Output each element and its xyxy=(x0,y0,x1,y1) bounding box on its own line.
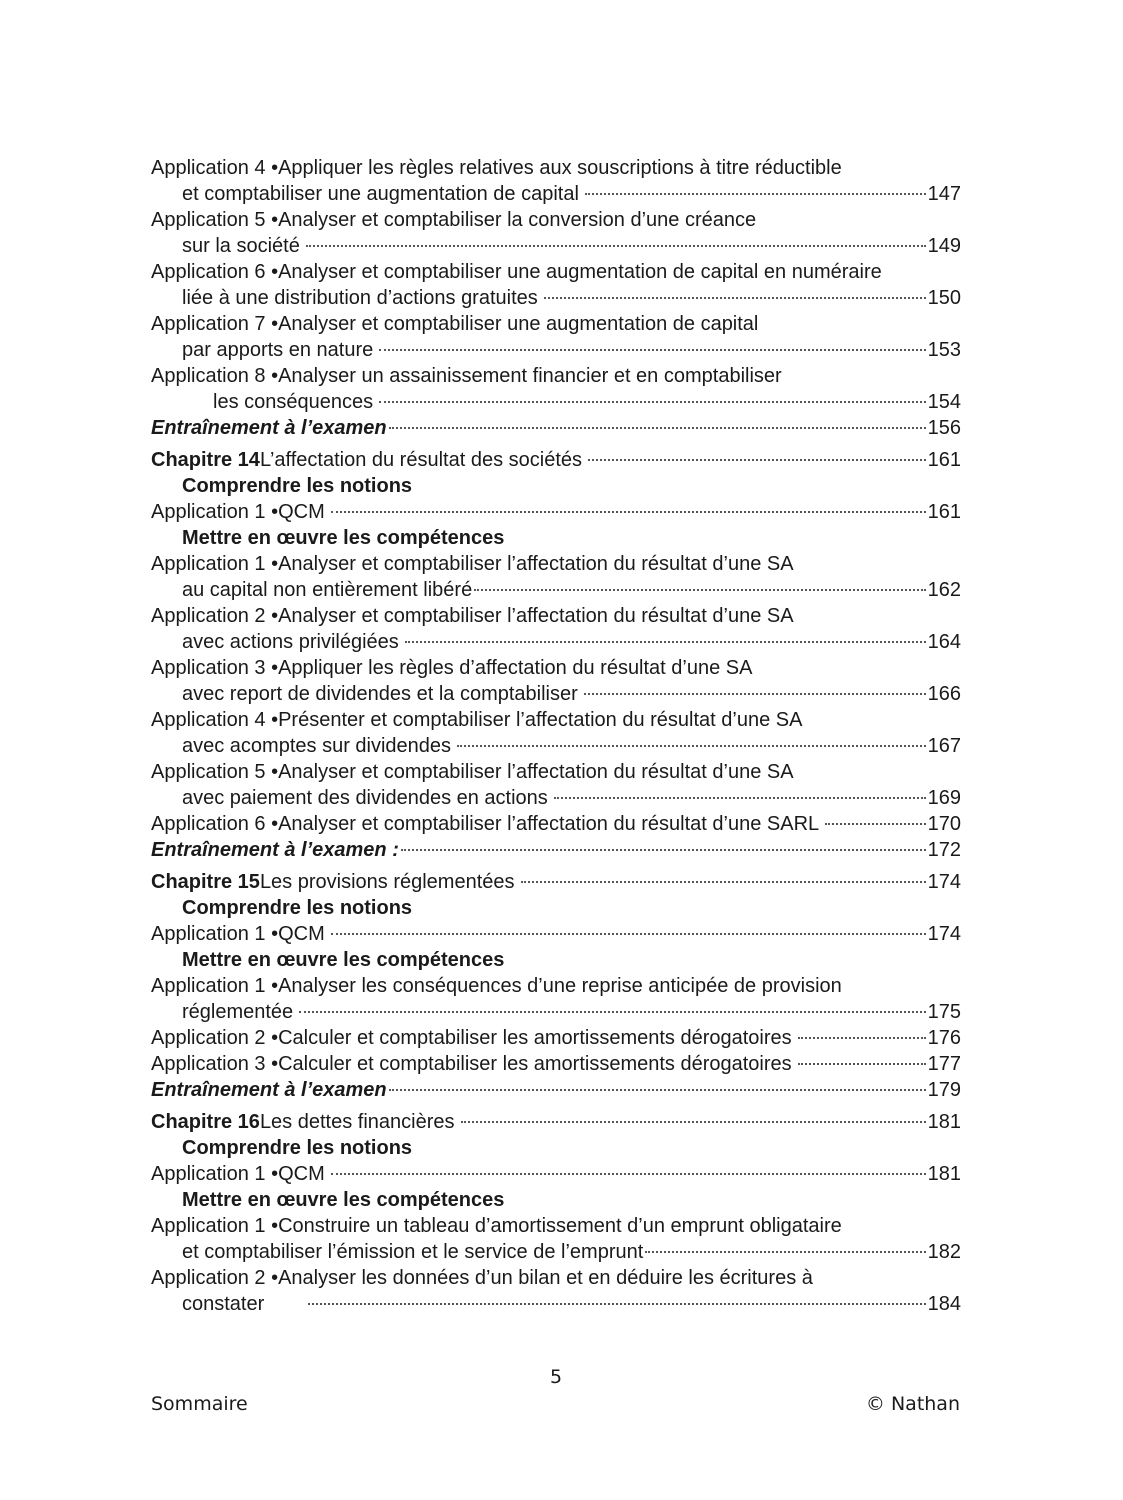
toc-entry[interactable] xyxy=(151,363,961,415)
dot-leader xyxy=(457,745,926,747)
toc-entry[interactable] xyxy=(151,1213,961,1265)
entry-title: QCM xyxy=(278,1163,325,1185)
page-ref: 176 xyxy=(927,1027,961,1049)
page-ref: 149 xyxy=(927,235,961,257)
page-ref: 169 xyxy=(927,787,961,809)
entry-continuation: constater xyxy=(182,1293,265,1315)
toc-entry[interactable] xyxy=(151,1161,961,1187)
entry-title: Calculer et comptabiliser les amortissements dérogatoires xyxy=(278,1053,792,1075)
chapter-title: L’affectation du résultat des sociétés xyxy=(259,449,582,471)
toc-entry[interactable] xyxy=(151,551,961,603)
toc-entry[interactable] xyxy=(151,921,961,947)
section-heading: Comprendre les notions xyxy=(182,1137,413,1159)
dot-leader xyxy=(585,193,926,195)
chapter-title: Les dettes financières xyxy=(259,1111,455,1133)
dot-leader xyxy=(389,1089,926,1091)
dot-leader xyxy=(521,881,926,883)
footer-copyright: © Nathan xyxy=(865,1393,960,1415)
toc-entry[interactable] xyxy=(151,155,961,207)
page-ref: 161 xyxy=(927,449,961,471)
dot-leader xyxy=(389,427,926,429)
page-ref: 156 xyxy=(927,417,961,439)
entry-lead: Application 5 • xyxy=(151,209,279,231)
entry-lead: Application 2 • xyxy=(151,1267,279,1289)
toc-entry[interactable] xyxy=(151,973,961,1025)
page-ref: 150 xyxy=(927,287,961,309)
toc-entry-exam[interactable] xyxy=(151,1077,961,1103)
entry-continuation: sur la société xyxy=(182,235,300,257)
entry-lead: Application 6 • xyxy=(151,813,279,835)
section-heading: Comprendre les notions xyxy=(182,475,413,497)
toc-entry[interactable] xyxy=(151,603,961,655)
page-ref: 164 xyxy=(927,631,961,653)
entry-lead: Application 5 • xyxy=(151,761,279,783)
chapter-label: Chapitre 16 xyxy=(151,1111,260,1133)
page-ref: 179 xyxy=(927,1079,961,1101)
entry-lead: Application 8 • xyxy=(151,365,279,387)
dot-leader xyxy=(379,401,926,403)
page-ref: 182 xyxy=(927,1241,961,1263)
dot-leader xyxy=(798,1037,926,1039)
entry-lead: Application 2 • xyxy=(151,1027,279,1049)
entry-continuation: avec acomptes sur dividendes xyxy=(182,735,452,757)
dot-leader xyxy=(331,1173,926,1175)
section-heading: Mettre en œuvre les compétences xyxy=(182,1189,505,1211)
dot-leader xyxy=(379,349,925,351)
page-ref: 170 xyxy=(927,813,961,835)
entry-lead: Application 7 • xyxy=(151,313,279,335)
page-ref: 166 xyxy=(927,683,961,705)
entry-title: Analyser et comptabiliser l’affectation du résultat d’une SA xyxy=(278,761,794,783)
entry-title: Analyser un assainissement financier et en comptabiliser xyxy=(278,365,782,387)
dot-leader xyxy=(588,459,926,461)
page-ref: 161 xyxy=(927,501,961,523)
entry-title: Analyser et comptabiliser l’affectation du résultat d’une SA xyxy=(278,605,794,627)
entry-title: Analyser les conséquences d’une reprise anticipée de provision xyxy=(278,975,842,997)
page-number: 5 xyxy=(549,1366,563,1388)
page-ref: 153 xyxy=(927,339,961,361)
dot-leader xyxy=(331,511,926,513)
toc-entry[interactable] xyxy=(151,707,961,759)
page-ref: 181 xyxy=(927,1163,961,1185)
entry-continuation: avec paiement des dividendes en actions xyxy=(182,787,548,809)
page-ref: 175 xyxy=(927,1001,961,1023)
entry-continuation: avec report de dividendes et la comptabiliser xyxy=(182,683,578,705)
entry-lead: Application 6 • xyxy=(151,261,279,283)
dot-leader xyxy=(584,693,926,695)
chapter-title: Les provisions réglementées xyxy=(259,871,515,893)
chapter-heading[interactable] xyxy=(151,447,961,473)
page-ref: 162 xyxy=(927,579,961,601)
toc-entry-exam[interactable] xyxy=(151,415,961,441)
chapter-label: Chapitre 15 xyxy=(151,871,260,893)
entry-lead: Application 1 • xyxy=(151,553,279,575)
entry-title: Analyser et comptabiliser la conversion d’une créance xyxy=(278,209,757,231)
toc-entry[interactable] xyxy=(151,1265,961,1317)
entry-continuation: et comptabiliser une augmentation de capital xyxy=(182,183,579,205)
entry-label: Entraînement à l’examen xyxy=(151,417,387,439)
toc-entry[interactable] xyxy=(151,259,961,311)
page-ref: 167 xyxy=(927,735,961,757)
dot-leader xyxy=(299,1011,925,1013)
entry-label: Entraînement à l’examen : xyxy=(151,839,399,861)
entry-title: Appliquer les règles d’affectation du résultat d’une SA xyxy=(278,657,753,679)
entry-lead: Application 3 • xyxy=(151,1053,279,1075)
page-ref: 181 xyxy=(927,1111,961,1133)
section-heading: Mettre en œuvre les compétences xyxy=(182,949,505,971)
entry-lead: Application 3 • xyxy=(151,657,279,679)
page-ref: 174 xyxy=(927,923,961,945)
entry-title: Analyser et comptabiliser l’affectation du résultat d’une SA xyxy=(278,553,794,575)
dot-leader xyxy=(474,589,925,591)
toc-entry[interactable] xyxy=(151,1051,961,1077)
entry-title: Calculer et comptabiliser les amortissements dérogatoires xyxy=(278,1027,792,1049)
toc-entry[interactable] xyxy=(151,311,961,363)
entry-continuation: au capital non entièrement libéré xyxy=(182,579,473,601)
section-heading: Mettre en œuvre les compétences xyxy=(182,527,505,549)
footer-section-label: Sommaire xyxy=(151,1393,248,1415)
entry-lead: Application 1 • xyxy=(151,501,279,523)
entry-lead: Application 1 • xyxy=(151,923,279,945)
dot-leader xyxy=(461,1121,926,1123)
entry-lead: Application 2 • xyxy=(151,605,279,627)
page-ref: 184 xyxy=(927,1293,961,1315)
dot-leader xyxy=(825,823,925,825)
dot-leader xyxy=(544,297,926,299)
entry-lead: Application 1 • xyxy=(151,1215,279,1237)
entry-continuation: réglementée xyxy=(182,1001,294,1023)
entry-lead: Application 4 • xyxy=(151,157,279,179)
entry-continuation: avec actions privilégiées xyxy=(182,631,399,653)
entry-continuation: les conséquences xyxy=(213,391,374,413)
toc-entry[interactable] xyxy=(151,655,961,707)
page-ref: 147 xyxy=(927,183,961,205)
entry-continuation: liée à une distribution d’actions gratuites xyxy=(182,287,538,309)
entry-title: Analyser et comptabiliser l’affectation du résultat d’une SARL xyxy=(278,813,820,835)
toc-entry[interactable] xyxy=(151,811,961,837)
toc-entry[interactable] xyxy=(151,499,961,525)
dot-leader xyxy=(306,245,926,247)
page-ref: 154 xyxy=(927,391,961,413)
entry-title: QCM xyxy=(278,501,325,523)
chapter-label: Chapitre 14 xyxy=(151,449,260,471)
entry-lead: Application 1 • xyxy=(151,1163,279,1185)
dot-leader xyxy=(401,849,926,851)
page-ref: 177 xyxy=(927,1053,961,1075)
page-ref: 172 xyxy=(927,839,961,861)
entry-continuation: et comptabiliser l’émission et le service de l’emprunt xyxy=(182,1241,644,1263)
toc-entry-exam[interactable] xyxy=(151,837,961,863)
chapter-heading[interactable] xyxy=(151,1109,961,1135)
entry-label: Entraînement à l’examen xyxy=(151,1079,387,1101)
entry-continuation: par apports en nature xyxy=(182,339,374,361)
table-of-contents xyxy=(151,155,961,1317)
dot-leader xyxy=(405,641,926,643)
entry-lead: Application 1 • xyxy=(151,975,279,997)
section-heading: Comprendre les notions xyxy=(182,897,413,919)
page-ref: 174 xyxy=(927,871,961,893)
entry-title: Appliquer les règles relatives aux souscriptions à titre réductible xyxy=(278,157,842,179)
entry-title: QCM xyxy=(278,923,325,945)
dot-leader xyxy=(798,1063,926,1065)
toc-entry[interactable] xyxy=(151,759,961,811)
dot-leader xyxy=(645,1251,925,1253)
entry-title: Analyser et comptabiliser une augmentation de capital en numéraire xyxy=(278,261,882,283)
entry-title: Construire un tableau d’amortissement d’un emprunt obligataire xyxy=(278,1215,842,1237)
dot-leader xyxy=(554,797,926,799)
entry-lead: Application 4 • xyxy=(151,709,279,731)
entry-title: Analyser et comptabiliser une augmentation de capital xyxy=(278,313,759,335)
entry-title: Analyser les données d’un bilan et en déduire les écritures à xyxy=(278,1267,813,1289)
chapter-heading[interactable] xyxy=(151,869,961,895)
entry-title: Présenter et comptabiliser l’affectation du résultat d’une SA xyxy=(278,709,803,731)
dot-leader xyxy=(308,1303,925,1305)
dot-leader xyxy=(331,933,926,935)
toc-entry[interactable] xyxy=(151,207,961,259)
toc-entry[interactable] xyxy=(151,1025,961,1051)
